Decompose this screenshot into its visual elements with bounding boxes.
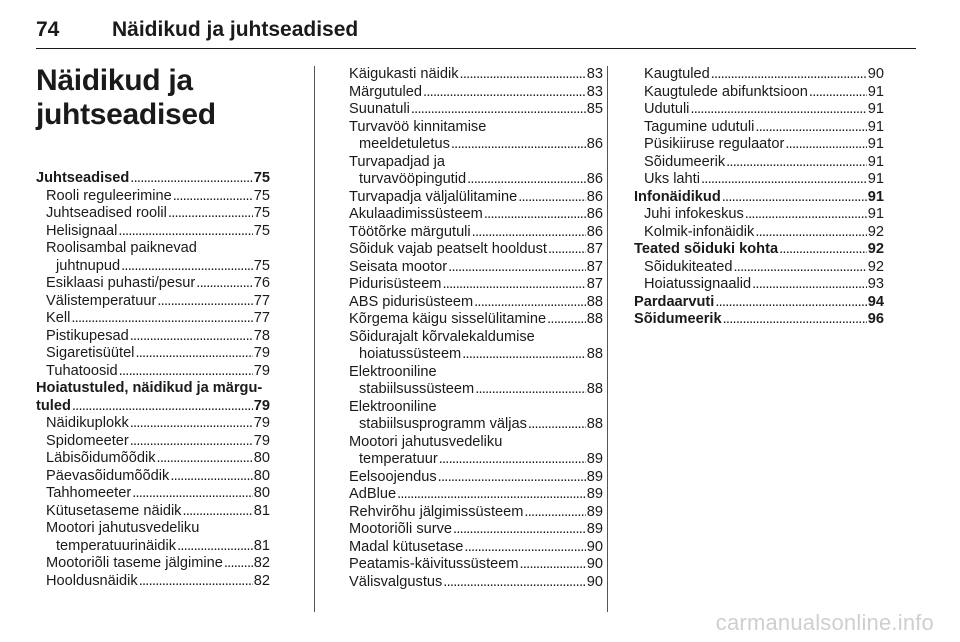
toc-entry-page: 77 [253,310,270,326]
toc-entry-label: Seisata mootor [349,258,448,275]
toc-entry-label: Kaugtulede abifunktsioon [644,83,808,100]
toc-entry[interactable] [36,188,270,206]
toc-entry-page: 90 [867,66,884,82]
toc-entry-page: 91 [867,136,884,152]
toc-entry-label: Infonäidikud [634,188,721,205]
toc-entry-page: 79 [253,345,270,361]
dot-leader [755,224,866,242]
toc-entry-label: Juhtseadised roolil [46,205,167,221]
toc-entry-label: Udutuli [644,101,690,117]
toc-entry-page: 91 [867,101,884,117]
dot-leader [130,328,253,346]
toc-entry[interactable] [36,258,270,276]
toc-entry-page: 86 [586,223,603,240]
toc-entry-page: 87 [586,258,603,275]
toc-entry-label: Pidurisüsteem [349,276,442,292]
dot-leader [72,398,253,416]
toc-entry-label: Madal kütusetase [349,538,464,555]
dot-leader [467,171,586,189]
toc-entry-label: Esiklaasi puhasti/pesur [46,275,196,291]
toc-entry-page: 88 [586,381,603,397]
toc-entry[interactable] [36,275,270,293]
toc-entry[interactable] [339,556,603,574]
toc-entry-label: Mootoriõli surve [349,521,453,537]
toc-entry-page: 89 [586,468,603,485]
toc-entry-label: Tagumine udutuli [644,118,755,135]
toc-entry-page: 79 [253,362,270,379]
toc-entry[interactable] [634,171,884,189]
toc-entry-label: Märgutuled [349,83,423,100]
dot-leader [726,154,867,172]
toc-section-entry[interactable] [634,189,884,207]
toc-entry[interactable] [634,224,884,242]
toc-entry-text: Elektrooniline [349,363,437,380]
toc-entry[interactable] [339,66,603,84]
dot-leader [547,311,586,329]
dot-leader [520,556,586,574]
page-number: 74 [36,18,60,41]
toc-column-1 [36,170,270,590]
toc-entry[interactable] [36,293,270,311]
dot-leader [119,363,253,381]
toc-entry-page: 79 [253,415,270,431]
toc-entry[interactable] [339,346,603,364]
toc-entry[interactable] [339,381,603,399]
toc-entry[interactable] [339,276,603,294]
toc-entry-label: Püsikiiruse regulaator [644,136,785,152]
toc-entry-text: Sõidurajalt kõrvalekaldumise [349,328,535,345]
toc-entry-label: temperatuur [359,451,438,467]
dot-leader [118,223,252,241]
dot-leader [130,170,252,188]
toc-entry-text: Hoiatustuled, näidikud ja märgu- [36,380,263,396]
toc-entry-label: Hoiatussignaalid [644,276,752,292]
toc-entry-label: Välisvalgustus [349,573,443,590]
toc-entry-page: 91 [867,83,884,100]
toc-entry-label: AdBlue [349,486,397,502]
toc-entry-page: 77 [253,292,270,309]
dot-leader [130,415,253,433]
dot-leader [701,171,867,189]
toc-entry[interactable] [339,101,603,119]
toc-entry-label: Helisignaal [46,222,118,239]
column-divider [314,66,315,612]
toc-entry[interactable] [339,451,603,469]
toc-entry-label: Läbisõidumõõdik [46,450,156,466]
dot-leader [71,310,252,328]
toc-entry-page: 91 [867,153,884,170]
dot-leader [785,136,866,154]
dot-leader [474,294,586,312]
toc-entry-label: Välistemperatuur [46,292,157,309]
toc-entry[interactable] [339,136,603,154]
dot-leader [170,468,252,486]
toc-entry-label: Pardaarvuti [634,293,715,310]
toc-entry-page: 90 [586,538,603,555]
toc-column-2 [339,66,603,591]
toc-entry[interactable] [339,259,603,277]
toc-entry-label: Sõiduk vajab peatselt hooldust [349,241,547,257]
toc-entry[interactable] [36,328,270,346]
toc-entry-page: 89 [586,451,603,467]
toc-entry[interactable] [36,573,270,591]
dot-leader [132,485,253,503]
toc-entry-page: 75 [253,222,270,239]
toc-section-entry[interactable] [36,170,270,188]
toc-entry-label: Käigukasti näidik [349,66,459,82]
toc-entry-page: 81 [253,502,270,519]
toc-entry-page: 75 [253,187,270,204]
toc-entry-page: 82 [253,555,270,571]
toc-section-entry[interactable] [634,311,884,329]
toc-entry-page: 91 [867,118,884,135]
dot-leader [448,259,586,277]
toc-entry-page: 89 [586,503,603,520]
toc-entry-label: stabiilsusprogramm väljas [359,416,527,432]
dot-leader [397,486,586,504]
toc-entry-page: 76 [253,275,270,291]
toc-entry[interactable] [36,555,270,573]
dot-leader [711,66,867,84]
toc-entry-text: Mootori jahutusvedeliku [349,433,503,450]
toc-entry-label: Päevasõidumõõdik [46,467,170,484]
toc-entry-label: Uks lahti [644,171,700,187]
toc-entry-page: 85 [586,101,603,117]
toc-entry[interactable] [339,311,603,329]
toc-entry[interactable] [339,416,603,434]
toc-entry-page: 91 [867,171,884,187]
dot-leader [177,538,253,556]
dot-leader [528,416,586,434]
dot-leader [809,84,867,102]
toc-entry-page: 87 [586,241,603,257]
dot-leader [722,189,867,207]
toc-entry-page: 86 [586,136,603,152]
toc-entry[interactable] [634,101,884,119]
toc-entry-label: Spidomeeter [46,432,129,449]
toc-entry-label: meeldetuletus [359,136,450,152]
toc-entry[interactable] [339,539,603,557]
toc-entry-text: Turvapadjad ja [349,153,445,170]
toc-section-entry[interactable] [634,294,884,312]
toc-entry-page: 92 [867,241,884,257]
toc-entry-label: Kell [46,310,71,326]
toc-entry-label: Peatamis-käivitussüsteem [349,556,519,572]
toc-entry[interactable] [339,241,603,259]
toc-entry[interactable] [339,521,603,539]
dot-leader [139,573,253,591]
dot-leader [484,206,586,224]
toc-column-3 [634,66,884,329]
toc-entry[interactable] [339,189,603,207]
dot-leader [442,276,585,294]
toc-entry[interactable] [634,136,884,154]
toc-entry-label: Suunatuli [349,101,410,117]
toc-entry-label: juhtnupud [56,257,121,274]
toc-entry-page: 96 [867,311,884,327]
toc-entry[interactable] [339,171,603,189]
toc-entry-text: Roolisambal paiknevad [46,240,197,256]
toc-entry-label: Rehvirõhu jälgimissüsteem [349,503,524,520]
dot-leader [121,258,253,276]
toc-entry[interactable] [36,433,270,451]
toc-entry-page: 80 [253,485,270,501]
toc-entry-label: Akulaadimissüsteem [349,206,483,222]
dot-leader [524,504,585,522]
toc-entry-text: Elektrooniline [349,398,437,415]
toc-entry-page: 90 [586,556,603,572]
dot-leader [182,503,252,521]
toc-entry[interactable] [634,84,884,102]
toc-entry[interactable] [339,84,603,102]
dot-leader [439,451,586,469]
dot-leader [690,101,866,119]
dot-leader [411,101,586,119]
toc-entry-label: Sigaretisüütel [46,345,135,361]
toc-entry[interactable] [36,450,270,468]
toc-entry-label: Töötõrke märgutuli [349,223,471,240]
toc-entry-page: 75 [253,170,270,186]
toc-entry-page: 79 [253,397,270,414]
toc-entry-label: Sõidukiteated [644,258,733,275]
toc-entry[interactable] [339,206,603,224]
dot-leader [462,346,586,364]
toc-entry-page: 83 [586,66,603,82]
toc-entry-label: Kaugtuled [644,66,710,82]
toc-section-entry[interactable] [634,241,884,259]
dot-leader [733,259,866,277]
toc-entry-page: 91 [867,188,884,205]
toc-entry[interactable] [339,469,603,487]
toc-entry[interactable] [634,259,884,277]
dot-leader [518,189,586,207]
toc-entry[interactable] [339,486,603,504]
dot-leader [453,521,586,539]
toc-entry-page: 88 [586,311,603,327]
toc-entry-page: 82 [253,572,270,589]
toc-entry-label: Juhtseadised [36,170,130,186]
toc-entry-label: hoiatussüsteem [359,346,462,362]
toc-entry-label: Näidikuplokk [46,415,129,431]
dot-leader [755,119,866,137]
toc-entry-page: 91 [867,206,884,222]
toc-entry[interactable] [634,119,884,137]
toc-entry-label: ABS pidurisüsteem [349,293,474,310]
toc-entry[interactable] [634,206,884,224]
dot-leader [196,275,253,293]
toc-entry-label: Eelsoojendus [349,468,437,485]
toc-entry[interactable] [339,504,603,522]
dot-leader [135,345,252,363]
dot-leader [423,84,586,102]
dot-leader [443,574,585,592]
toc-entry-label: Juhi infokeskus [644,206,744,222]
dot-leader [752,276,867,294]
toc-entry-text: Mootori jahutusvedeliku [46,520,200,536]
toc-entry-page: 86 [586,206,603,222]
toc-entry[interactable] [36,485,270,503]
toc-entry[interactable] [339,294,603,312]
toc-entry-page: 92 [867,258,884,275]
dot-leader [157,293,252,311]
dot-leader [224,555,253,573]
toc-entry[interactable] [36,468,270,486]
toc-entry-label: Hooldusnäidik [46,572,138,589]
toc-entry[interactable] [36,415,270,433]
toc-entry-label: Kõrgema käigu sisselülitamine [349,311,547,327]
page-header [36,8,916,49]
toc-entry[interactable] [36,223,270,241]
toc-entry[interactable] [36,538,270,556]
dot-leader [451,136,586,154]
toc-entry-page: 75 [253,205,270,221]
toc-entry[interactable] [36,205,270,223]
toc-entry-label: Kütusetaseme näidik [46,502,182,519]
toc-section-entry[interactable] [36,398,270,416]
column-divider [607,66,608,612]
toc-entry-page: 88 [586,416,603,432]
toc-entry-page: 90 [586,573,603,590]
toc-entry-page: 81 [253,537,270,554]
toc-entry-page: 80 [253,450,270,466]
toc-entry-page: 94 [867,293,884,310]
toc-entry-page: 80 [253,467,270,484]
toc-entry-page: 79 [253,432,270,449]
toc-entry-page: 88 [586,293,603,310]
toc-entry-label: Mootoriõli taseme jälgimine [46,555,223,571]
toc-entry-label: Teated sõiduki kohta [634,241,779,257]
main-title-line-2: juhtseadised [36,98,216,131]
dot-leader [157,450,253,468]
toc-entry[interactable] [36,345,270,363]
toc-entry-label: stabiilsussüsteem [359,381,475,397]
dot-leader [475,381,586,399]
toc-entry[interactable] [36,363,270,381]
dot-leader [173,188,253,206]
toc-entry-label: Pistikupesad [46,327,129,344]
dot-leader [438,469,586,487]
toc-entry-label: Rooli reguleerimine [46,187,172,204]
toc-entry-label: Sõidumeerik [634,311,722,327]
toc-entry-label: tuled [36,397,71,414]
toc-entry-page: 75 [253,257,270,274]
dot-leader [472,224,586,242]
toc-entry-label: Tuhatoosid [46,362,118,379]
dot-leader [723,311,867,329]
toc-entry[interactable] [36,310,270,328]
dot-leader [464,539,585,557]
toc-entry[interactable] [339,224,603,242]
toc-entry-label: Turvapadja väljalülitamine [349,188,518,205]
dot-leader [745,206,867,224]
toc-entry-label: Kolmik-infonäidik [644,223,755,240]
toc-entry-label: turvavööpingutid [359,171,467,187]
toc-entry-page: 86 [586,188,603,205]
toc-entry-page: 93 [867,276,884,292]
main-title-line-1: Näidikud ja [36,64,193,97]
toc-entry-label: temperatuurinäidik [56,537,177,554]
dot-leader [715,294,866,312]
toc-entry-page: 89 [586,486,603,502]
toc-entry[interactable] [634,154,884,172]
toc-entry-page: 78 [253,327,270,344]
toc-entry[interactable] [339,574,603,592]
dot-leader [779,241,867,259]
toc-entry-page: 89 [586,521,603,537]
toc-entry[interactable] [36,503,270,521]
dot-leader [130,433,253,451]
section-main-title [36,64,216,132]
chapter-title: Näidikud ja juhtseadised [112,18,359,41]
toc-entry-page: 88 [586,346,603,362]
dot-leader [548,241,586,259]
toc-entry-page: 86 [586,171,603,187]
toc-entry-label: Sõidumeerik [644,153,726,170]
toc-entry[interactable] [634,66,884,84]
toc-entry-text: Turvavöö kinnitamise [349,118,487,135]
toc-entry-page: 87 [586,276,603,292]
toc-entry-page: 92 [867,223,884,240]
toc-entry-page: 83 [586,83,603,100]
dot-leader [168,205,253,223]
dot-leader [460,66,586,84]
toc-entry-label: Tahhomeeter [46,485,132,501]
watermark: carmanualsonline.info [715,610,934,635]
toc-entry[interactable] [634,276,884,294]
